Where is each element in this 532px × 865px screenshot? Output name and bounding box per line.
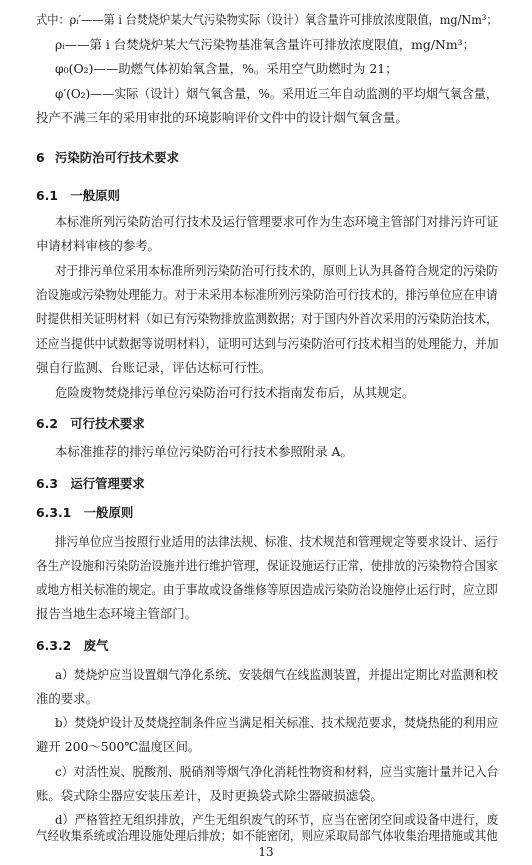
section-heading: 6.3.1 一般原则 (36, 505, 134, 520)
section-heading: 6.3.2 废气 (36, 638, 109, 653)
body-text-line: 对于排污单位采用本标准所列污染防治可行技术的，原则上认为具备符合规定的污染防 (55, 263, 498, 278)
body-text-line: d）严格管控无组织排放，产生无组织废气的环节，应当在密闭空间或设备中进行，废 (55, 812, 499, 827)
definition-line: 投产不满三年的采用审批的环境影响评价文件中的设计烟气氧含量。 (36, 110, 408, 125)
body-text-line: 避开 200～500℃温度区间。 (36, 739, 201, 754)
definition-line: 式中：ρᵢ′——第 i 台焚烧炉某大气污染物实际（设计）氧含量许可排放浓度限值，mg/Nm³； (36, 12, 498, 27)
body-text-line: 准的要求。 (36, 691, 98, 706)
body-text-line: 或地方相关标准的规定。由于事故或设备维修等原因造成污染防治设施停止运行时，应立即 (36, 582, 498, 597)
body-text-line: b）焚烧炉设计及焚烧控制条件应当满足相关标准、技术规范要求，焚烧热能的利用应 (55, 715, 499, 730)
page-number: 13 (258, 845, 274, 859)
section-title: 污染防治可行技术要求 (55, 150, 179, 165)
body-text-line: 排污单位应当按照行业适用的法律法规、标准、技术规范和管理规定等要求设计、运行 (55, 534, 498, 549)
body-text-line: c）对活性炭、脱酸剂、脱硝剂等烟气净化消耗性物资和材料，应当实施计量并记入台 (55, 764, 499, 779)
body-text-line: 危险废物焚烧排污单位污染防治可行技术指南发布后，从其规定。 (55, 385, 415, 400)
section-heading: 6.3 运行管理要求 (36, 476, 145, 491)
body-text-line: 治设施或污染物处理能力。对于未采用本标准所列污染防治可行技术的，排污单位应在申请 (36, 287, 498, 302)
body-text-line: 申请材料审核的参考。 (36, 238, 160, 253)
body-text-line: 本标准所列污染防治可行技术及运行管理要求可作为生态环境主管部门对排污许可证 (55, 214, 499, 229)
body-text-line: 还应当提供中试数据等说明材料），证明可达到与污染防治可行技术相当的处理能力，并加 (36, 336, 499, 351)
body-text-line: 气经收集系统或治理设施处理后排放；如不能密闭，则应采取局部气体收集治理措施或其他 (36, 828, 498, 843)
body-text-line: 时提供相关证明材料（如已有污染物排放监测数据；对于国内外首次采用的污染防治技术， (36, 311, 498, 326)
body-text-line: 报告当地生态环境主管部门。 (36, 606, 198, 621)
section-heading: 6.2 可行技术要求 (36, 416, 145, 431)
body-text-line: a）焚烧炉应当设置烟气净化系统、安装烟气在线监测装置，并提出定期比对监测和校 (55, 667, 498, 682)
definition-line: φ′(O₂)——实际（设计）烟气氧含量，%。采用近三年自动监测的平均烟气氧含量， (55, 86, 498, 101)
definition-line: ρᵢ——第 i 台焚烧炉某大气污染物基准氧含量许可排放浓度限值，mg/Nm³； (55, 37, 475, 52)
section-number: 6 (36, 150, 45, 165)
section-heading: 6.1 一般原则 (36, 188, 120, 203)
body-text-line: 强自行监测、台账记录，评估达标可行性。 (36, 360, 272, 375)
body-text-line: 账。袋式除尘器应安装压差计，及时更换袋式除尘器破损滤袋。 (36, 788, 383, 803)
body-text-line: 本标准推荐的排污单位污染防治可行技术参照附录 A。 (55, 444, 353, 459)
body-text-line: 各生产设施和污染防治设施并进行维护管理，保证设施运行正常，使排放的污染物符合国家 (36, 558, 498, 573)
definition-line: φ₀(O₂)——助燃气体初始氧含量，%。采用空气助燃时为 21； (55, 61, 398, 76)
